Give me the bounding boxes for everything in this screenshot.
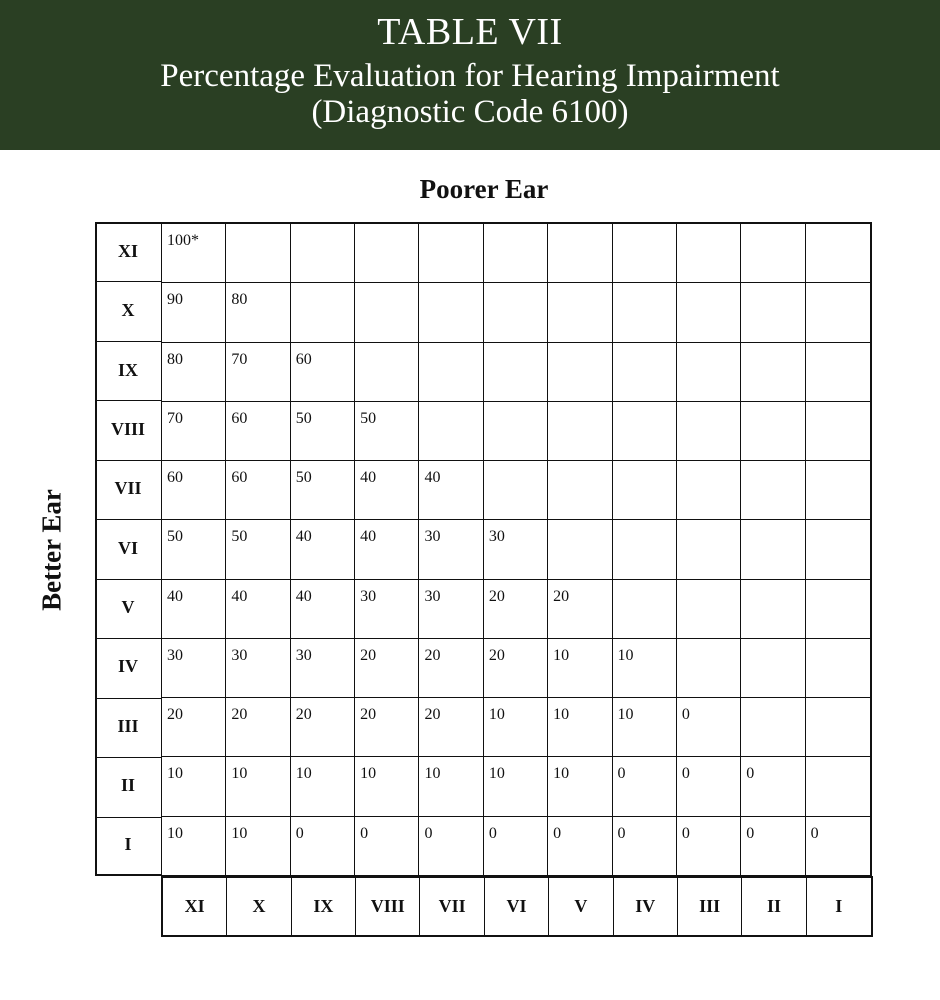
table-cell: 20 bbox=[484, 639, 548, 698]
table-cell: 60 bbox=[291, 343, 355, 402]
table-cell bbox=[548, 520, 612, 579]
table-cell bbox=[806, 343, 870, 402]
table-cell: 40 bbox=[226, 580, 290, 639]
row-label: IV bbox=[117, 656, 138, 677]
table-cell bbox=[484, 224, 548, 283]
row-label: III bbox=[117, 715, 139, 736]
table-cell bbox=[355, 283, 419, 342]
row-divider bbox=[95, 579, 161, 580]
table-cell: 0 bbox=[677, 757, 741, 816]
row-divider bbox=[95, 460, 161, 461]
row-label: XI bbox=[117, 241, 138, 262]
table-cell bbox=[291, 224, 355, 283]
table-cell bbox=[677, 639, 741, 698]
table-cell bbox=[741, 461, 805, 520]
table-cell bbox=[741, 402, 805, 461]
table-cell: 10 bbox=[548, 639, 612, 698]
table-cell bbox=[548, 343, 612, 402]
table-cell: 30 bbox=[226, 639, 290, 698]
table-cell: 70 bbox=[162, 402, 226, 461]
table-cell: 0 bbox=[613, 817, 677, 876]
table-cell: 0 bbox=[806, 817, 870, 876]
table-cell: 10 bbox=[291, 757, 355, 816]
table-cell bbox=[741, 698, 805, 757]
table-cell bbox=[419, 283, 483, 342]
row-divider bbox=[95, 341, 161, 342]
table-cell bbox=[419, 343, 483, 402]
table-cell bbox=[806, 757, 870, 816]
table-cell bbox=[613, 343, 677, 402]
row-divider bbox=[95, 638, 161, 639]
table-cell bbox=[741, 283, 805, 342]
table-cell bbox=[677, 402, 741, 461]
table-subtitle: Percentage Evaluation for Hearing Impairment bbox=[160, 58, 780, 94]
column-label: V bbox=[549, 878, 613, 935]
column-label: IV bbox=[614, 878, 678, 935]
table-cell bbox=[677, 343, 741, 402]
table-cell bbox=[741, 580, 805, 639]
table-cell: 20 bbox=[291, 698, 355, 757]
table-cell bbox=[355, 343, 419, 402]
table-cell: 50 bbox=[162, 520, 226, 579]
table-cell: 70 bbox=[226, 343, 290, 402]
table-cell bbox=[677, 461, 741, 520]
table-cell: 10 bbox=[548, 757, 612, 816]
table-cell: 80 bbox=[226, 283, 290, 342]
column-labels bbox=[161, 876, 873, 937]
row-divider bbox=[95, 281, 161, 282]
table-cell bbox=[613, 580, 677, 639]
row-label: VII bbox=[114, 478, 142, 499]
table-cell: 30 bbox=[162, 639, 226, 698]
table-cell bbox=[741, 639, 805, 698]
table-cell bbox=[291, 283, 355, 342]
table-cell bbox=[806, 402, 870, 461]
table-cell: 0 bbox=[677, 817, 741, 876]
table-cell: 10 bbox=[355, 757, 419, 816]
row-label: IX bbox=[117, 359, 138, 380]
table-cell bbox=[613, 461, 677, 520]
table-title: TABLE VII bbox=[377, 11, 563, 53]
row-label: I bbox=[124, 834, 132, 855]
table-cell: 50 bbox=[291, 402, 355, 461]
column-label: II bbox=[742, 878, 806, 935]
table-cell: 10 bbox=[226, 757, 290, 816]
table-cell bbox=[741, 343, 805, 402]
table-cell: 0 bbox=[613, 757, 677, 816]
table-cell bbox=[484, 343, 548, 402]
table-cell: 20 bbox=[226, 698, 290, 757]
table-cell: 20 bbox=[484, 580, 548, 639]
table-cell: 10 bbox=[613, 698, 677, 757]
row-divider bbox=[95, 400, 161, 401]
diagnostic-code: (Diagnostic Code 6100) bbox=[311, 94, 629, 130]
table-cell: 60 bbox=[226, 461, 290, 520]
table-cell bbox=[548, 283, 612, 342]
table-cell bbox=[806, 639, 870, 698]
table-cell: 40 bbox=[355, 520, 419, 579]
title-banner bbox=[0, 0, 940, 150]
row-label: VI bbox=[117, 537, 138, 558]
table-cell: 80 bbox=[162, 343, 226, 402]
table-cell: 10 bbox=[226, 817, 290, 876]
table-cell bbox=[741, 520, 805, 579]
row-divider bbox=[95, 757, 161, 758]
table-cell: 0 bbox=[741, 817, 805, 876]
table-cell bbox=[677, 283, 741, 342]
table-cell: 0 bbox=[741, 757, 805, 816]
row-label: II bbox=[120, 774, 135, 795]
column-label: VIII bbox=[356, 878, 420, 935]
table-cell: 40 bbox=[291, 520, 355, 579]
table-cell: 30 bbox=[355, 580, 419, 639]
table-cell bbox=[677, 580, 741, 639]
table-cell: 20 bbox=[355, 639, 419, 698]
table-cell: 90 bbox=[162, 283, 226, 342]
table-cell bbox=[806, 520, 870, 579]
table-cell bbox=[226, 224, 290, 283]
table-cell: 40 bbox=[419, 461, 483, 520]
table-cell bbox=[677, 224, 741, 283]
table-cell bbox=[613, 283, 677, 342]
table-cell: 20 bbox=[548, 580, 612, 639]
table-cell bbox=[806, 580, 870, 639]
row-labels bbox=[95, 222, 161, 874]
table-cell bbox=[677, 520, 741, 579]
table-cell: 50 bbox=[291, 461, 355, 520]
table-cell bbox=[548, 461, 612, 520]
evaluation-grid bbox=[161, 222, 872, 876]
column-label: XI bbox=[163, 878, 227, 935]
table-cell bbox=[419, 402, 483, 461]
column-label: III bbox=[678, 878, 742, 935]
table-cell bbox=[806, 461, 870, 520]
table-cell: 0 bbox=[677, 698, 741, 757]
table-cell bbox=[806, 224, 870, 283]
column-label: VI bbox=[485, 878, 549, 935]
table-cell bbox=[613, 402, 677, 461]
table-cell bbox=[613, 224, 677, 283]
table-cell: 10 bbox=[484, 698, 548, 757]
table-cell bbox=[484, 402, 548, 461]
table-cell: 0 bbox=[355, 817, 419, 876]
table-cell bbox=[484, 283, 548, 342]
table-cell: 40 bbox=[162, 580, 226, 639]
table-cell bbox=[806, 283, 870, 342]
row-divider bbox=[95, 817, 161, 818]
table-cell: 10 bbox=[162, 817, 226, 876]
table-cell bbox=[806, 698, 870, 757]
table-cell: 0 bbox=[419, 817, 483, 876]
table-cell: 0 bbox=[291, 817, 355, 876]
row-label: X bbox=[121, 300, 135, 321]
row-divider bbox=[95, 519, 161, 520]
poorer-ear-label: Poorer Ear bbox=[419, 174, 549, 204]
table-cell: 50 bbox=[226, 520, 290, 579]
table-cell: 10 bbox=[419, 757, 483, 816]
table-cell: 50 bbox=[355, 402, 419, 461]
table-cell bbox=[419, 224, 483, 283]
table-cell: 40 bbox=[355, 461, 419, 520]
table-cell: 30 bbox=[484, 520, 548, 579]
table-cell: 30 bbox=[291, 639, 355, 698]
table-cell: 30 bbox=[419, 580, 483, 639]
table-cell: 60 bbox=[226, 402, 290, 461]
table-cell bbox=[548, 402, 612, 461]
table-cell: 0 bbox=[548, 817, 612, 876]
table-cell: 20 bbox=[419, 639, 483, 698]
column-label: IX bbox=[292, 878, 356, 935]
column-label: VII bbox=[420, 878, 484, 935]
table-cell: 100* bbox=[162, 224, 226, 283]
row-label: VIII bbox=[110, 419, 145, 440]
row-label: V bbox=[121, 596, 135, 617]
table-cell: 20 bbox=[162, 698, 226, 757]
table-cell: 10 bbox=[162, 757, 226, 816]
better-ear-label: Better Ear bbox=[36, 489, 67, 611]
column-label: X bbox=[227, 878, 291, 935]
table-cell bbox=[613, 520, 677, 579]
table-cell: 40 bbox=[291, 580, 355, 639]
column-label: I bbox=[835, 896, 843, 916]
table-cell bbox=[741, 224, 805, 283]
table-cell bbox=[484, 461, 548, 520]
table-cell: 30 bbox=[419, 520, 483, 579]
table-cell: 10 bbox=[484, 757, 548, 816]
table-cell: 20 bbox=[355, 698, 419, 757]
table-cell bbox=[548, 224, 612, 283]
table-cell: 60 bbox=[162, 461, 226, 520]
row-divider bbox=[95, 698, 161, 699]
table-cell: 0 bbox=[484, 817, 548, 876]
table-cell: 10 bbox=[613, 639, 677, 698]
table-cell: 10 bbox=[548, 698, 612, 757]
table-cell: 20 bbox=[419, 698, 483, 757]
table-cell bbox=[355, 224, 419, 283]
